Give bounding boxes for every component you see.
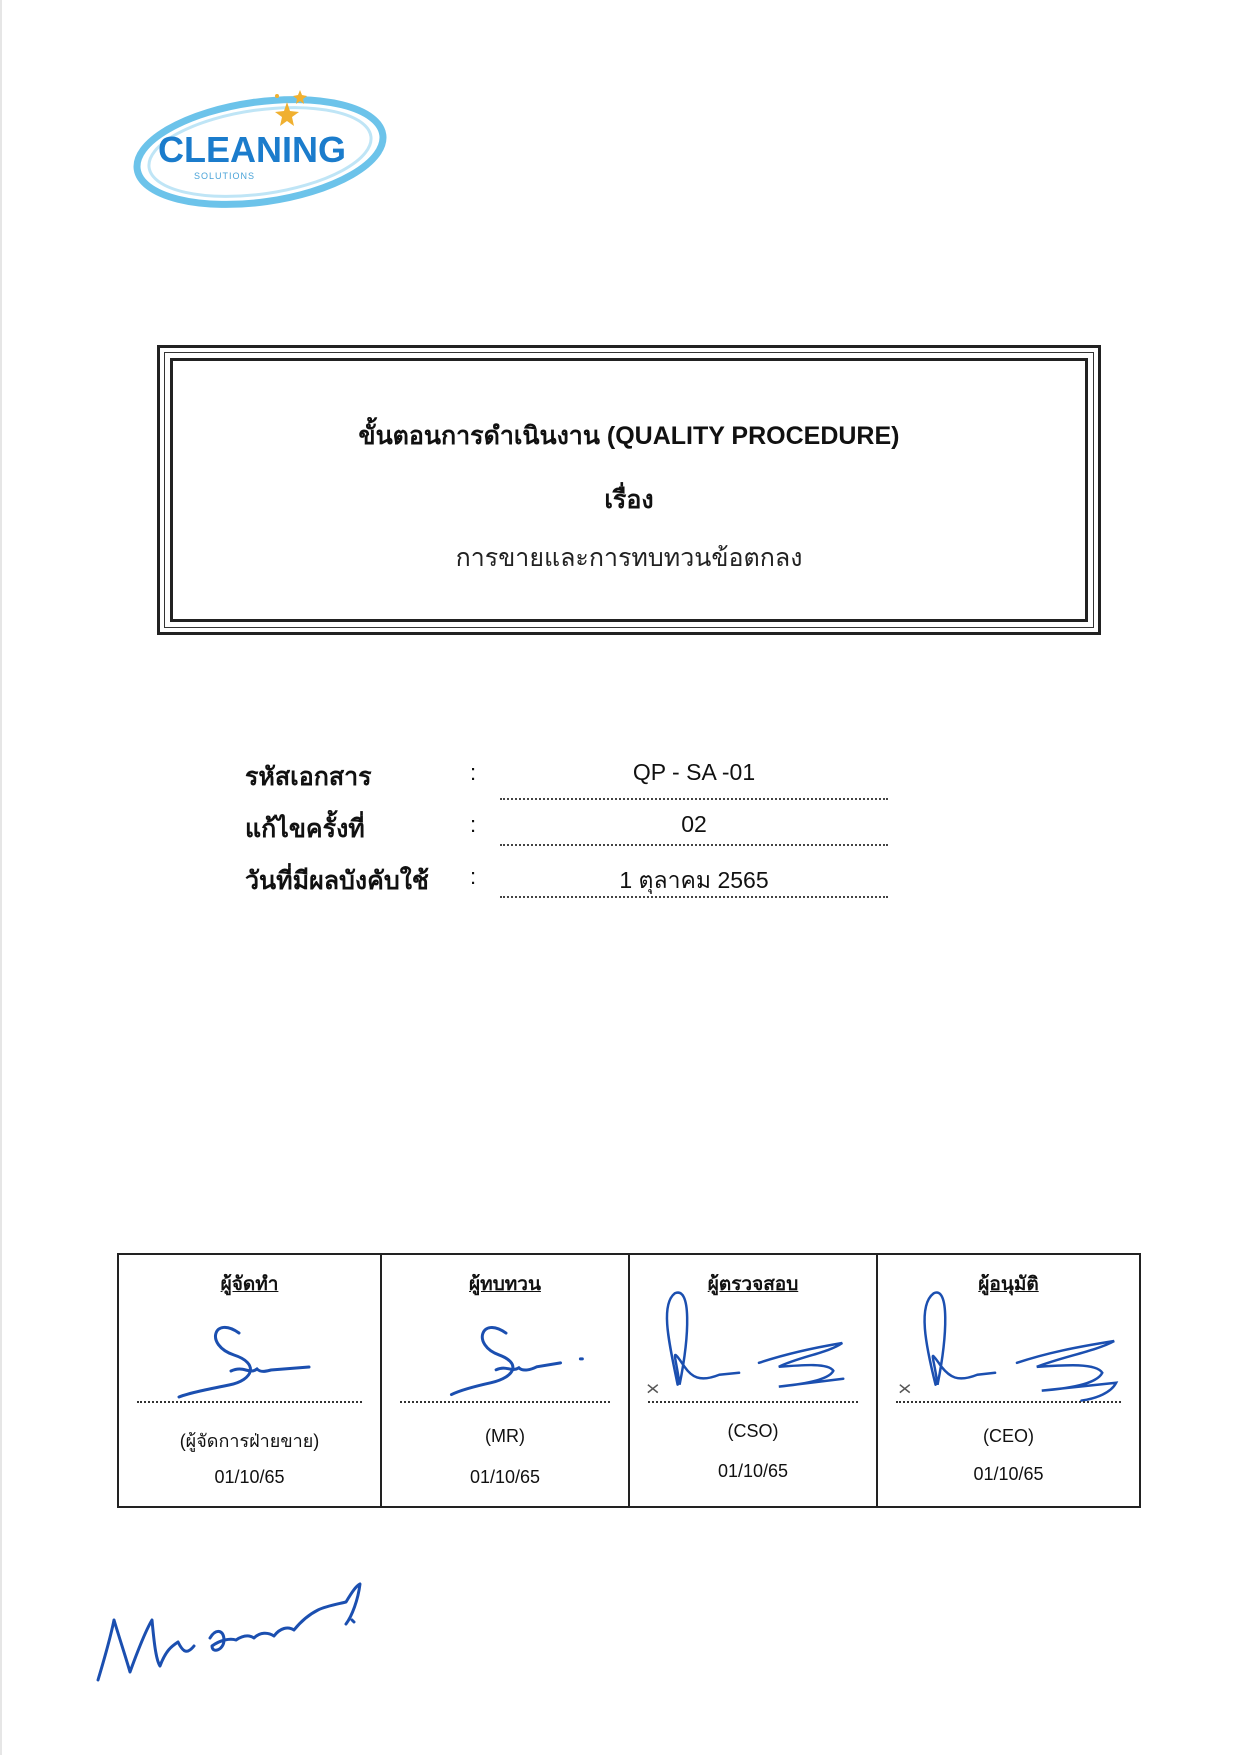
page-edge <box>0 0 2 1755</box>
company-logo <box>132 82 394 214</box>
signature-table <box>117 1253 1141 1508</box>
prepared-by-heading: ผู้จัดทำ <box>220 1274 279 1295</box>
bottom-handwritten-signature <box>90 1580 410 1690</box>
revision-underline <box>500 844 888 846</box>
checked-role: (CSO) <box>727 1421 779 1441</box>
document-title: ขั้นตอนการดำเนินงาน (QUALITY PROCEDURE) <box>358 422 900 450</box>
signature-cell-checked <box>628 1255 876 1506</box>
effective-date-label: วันที่มีผลบังคับใช้ <box>245 867 429 895</box>
effective-date-underline <box>500 896 888 898</box>
approved-signature-line <box>896 1401 1121 1403</box>
effective-date-value: 1 ตุลาคม 2565 <box>619 867 769 893</box>
checked-by-heading: ผู้ตรวจสอบ <box>707 1274 799 1295</box>
effective-date-colon: : <box>470 864 477 889</box>
reviewed-by-heading: ผู้ทบทวน <box>469 1274 541 1295</box>
approved-role: (CEO) <box>983 1426 1034 1446</box>
reviewed-date: 01/10/65 <box>469 1467 541 1487</box>
subject-title: การขายและการทบทวนข้อตกลง <box>455 544 803 572</box>
doc-code-value: QP - SA -01 <box>632 759 756 785</box>
signature-cell-approved <box>876 1255 1139 1506</box>
doc-code-label: รหัสเอกสาร <box>245 763 372 791</box>
revision-value: 02 <box>681 811 707 837</box>
subject-label: เรื่อง <box>604 486 654 514</box>
signature-cell-reviewed <box>380 1255 628 1506</box>
checked-date: 01/10/65 <box>717 1461 789 1481</box>
prepared-signature-line <box>137 1401 362 1403</box>
approved-date: 01/10/65 <box>973 1464 1044 1484</box>
logo-tagline-text: SOLUTIONS <box>194 171 256 181</box>
doc-code-underline <box>500 798 888 800</box>
approved-by-heading: ผู้อนุมัติ <box>978 1274 1039 1295</box>
doc-code-colon: : <box>470 760 477 785</box>
logo-brand-text: CLEANING <box>158 129 346 170</box>
title-box <box>157 345 1101 635</box>
checked-signature-line <box>648 1401 858 1403</box>
reviewed-signature-line <box>400 1401 610 1403</box>
prepared-date: 01/10/65 <box>214 1467 285 1487</box>
signature-cell-prepared <box>119 1255 380 1506</box>
prepared-role: (ผู้จัดการฝ่ายขาย) <box>179 1431 320 1451</box>
reviewed-role: (MR) <box>485 1426 525 1446</box>
revision-label: แก้ไขครั้งที่ <box>245 815 365 843</box>
revision-colon: : <box>470 812 477 837</box>
